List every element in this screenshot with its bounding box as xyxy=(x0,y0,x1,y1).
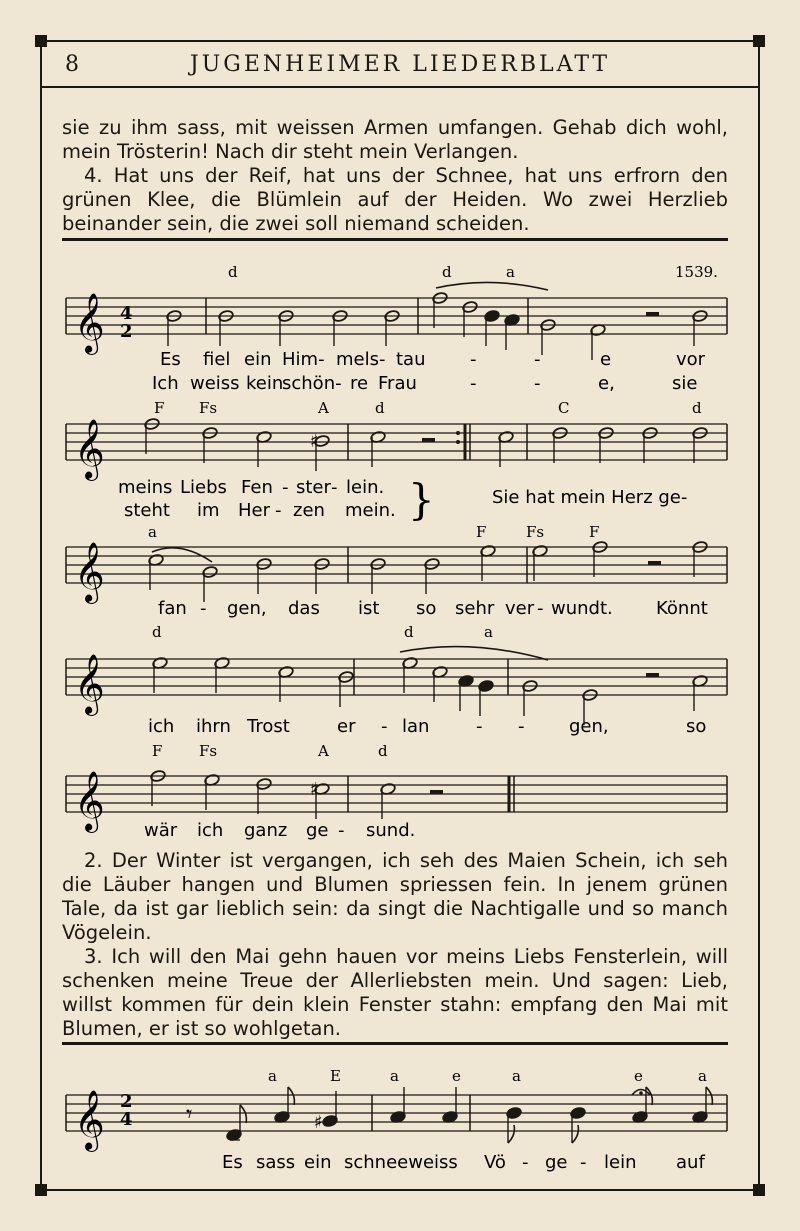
chord-symbol: d xyxy=(378,742,388,760)
chord-symbol: Fs xyxy=(199,399,218,417)
lyric-syllable: schön- xyxy=(282,373,342,394)
eighth-rest-icon: 𝄾 xyxy=(186,1100,193,1128)
repeat-dot xyxy=(456,431,460,435)
lyric-syllable: kein xyxy=(246,373,284,394)
half-rest xyxy=(430,790,443,794)
lyric-syllable: Vö xyxy=(484,1152,506,1173)
verse-paragraph: sie zu ihm sass, mit weissen Armen umfangen. Gehab dich wohl, mein Trösterin! Nach dir steht mein Verlangen. xyxy=(62,116,728,163)
lyric-syllable: lein. xyxy=(346,477,385,498)
lyric-syllable: - xyxy=(275,500,282,521)
song-number: 1539. xyxy=(675,263,718,281)
treble-clef-icon: 𝄞 xyxy=(74,419,105,479)
lyric-syllable: Es xyxy=(160,349,181,370)
lyric-syllable: re xyxy=(350,373,369,394)
chord-symbol: E xyxy=(330,1067,341,1085)
lyric-syllable: sehr xyxy=(455,598,495,619)
lyric-syllable: Ich xyxy=(152,373,179,394)
treble-clef-icon: 𝄞 xyxy=(74,293,105,353)
sharp-icon: ♯ xyxy=(310,779,319,800)
chord-symbol: F xyxy=(152,742,163,760)
lyric-syllable: - xyxy=(470,349,477,370)
lyric-syllable: Trost xyxy=(247,716,290,737)
note-flag xyxy=(646,1087,652,1105)
chord-symbol: A xyxy=(318,742,329,760)
lyric-syllable: Frau xyxy=(378,373,417,394)
page-title: JUGENHEIMER LIEDERBLATT xyxy=(189,52,611,77)
chord-symbol: Fs xyxy=(526,523,545,541)
half-rest xyxy=(646,673,659,677)
lyric-syllable: im xyxy=(197,500,220,521)
half-rest xyxy=(648,561,661,565)
chord-symbol: d xyxy=(375,399,385,417)
lyric-syllable: ich xyxy=(197,820,224,841)
lyric-syllable: Sie hat mein Herz ge- xyxy=(492,487,688,508)
lyric-syllable: sund. xyxy=(366,820,416,841)
treble-clef-icon: 𝄞 xyxy=(74,654,105,714)
sharp-icon: ♯ xyxy=(314,1112,323,1133)
lyric-syllable: - xyxy=(476,716,483,737)
note-flag xyxy=(508,1125,514,1143)
lyric-syllable: fan xyxy=(158,598,187,619)
lyric-syllable: Him- xyxy=(282,349,325,370)
chord-symbol: a xyxy=(484,623,493,641)
half-rest xyxy=(422,438,435,442)
lyric-syllable: e, xyxy=(598,373,615,394)
time-signature-bottom: 2 xyxy=(120,321,133,342)
lyric-syllable: ein xyxy=(304,1152,332,1173)
lyric-syllable: wundt. xyxy=(551,598,613,619)
lyric-syllable: ich xyxy=(148,716,175,737)
time-signature-top: 4 xyxy=(120,303,133,324)
lyric-syllable: er xyxy=(337,716,356,737)
chord-symbol: F xyxy=(154,399,165,417)
lyric-syllable: Es xyxy=(222,1152,243,1173)
lyric-syllable: ster xyxy=(296,477,331,498)
chord-symbol: e xyxy=(452,1067,461,1085)
chord-symbol: F xyxy=(476,523,487,541)
tie xyxy=(152,548,212,562)
chord-symbol: a xyxy=(148,523,157,541)
slur xyxy=(400,647,548,660)
lyric-syllable: schneeweiss xyxy=(344,1152,458,1173)
chord-symbol: a xyxy=(506,263,515,281)
lyric-syllable: so xyxy=(416,598,437,619)
verse-paragraph: 3. Ich will den Mai gehn hauen vor meins Liebs Fensterlein, will schenken meine Treue der Allerliebsten mein. Und sagen: Lieb, willst kommen für dein klein Fenster stahn: empfang den Mai mit Blumen, er ist so wohlgetan. xyxy=(62,945,728,1040)
lyric-syllable: weiss xyxy=(190,373,240,394)
chord-symbol: d xyxy=(228,263,238,281)
chord-symbol: d xyxy=(442,263,452,281)
chord-symbol: a xyxy=(512,1067,521,1085)
chord-symbol: A xyxy=(318,399,329,417)
lyric-syllable: - xyxy=(534,349,541,370)
note-flag xyxy=(572,1125,578,1143)
lyric-syllable: gen, xyxy=(569,716,609,737)
lyric-syllable: - xyxy=(534,373,541,394)
lyric-syllable: ge xyxy=(545,1152,568,1173)
lyric-syllable: - xyxy=(580,1152,587,1173)
lyric-syllable: - xyxy=(381,716,388,737)
lyric-syllable: - xyxy=(522,1152,529,1173)
chord-symbol: d xyxy=(404,623,414,641)
time-signature-bottom: 4 xyxy=(120,1109,133,1130)
lyric-syllable: - xyxy=(338,820,345,841)
lyric-syllable: gen, xyxy=(227,598,267,619)
lyric-syllable: zen xyxy=(293,500,325,521)
lyric-syllable: - xyxy=(282,477,289,498)
lyric-syllable: das xyxy=(288,598,320,619)
verse-brace: } xyxy=(408,475,435,524)
lyric-syllable: sie xyxy=(672,373,698,394)
chord-symbol: a xyxy=(390,1067,399,1085)
lyric-syllable: wär xyxy=(144,820,178,841)
lyric-syllable: ganz xyxy=(244,820,288,841)
lyric-syllable: - xyxy=(470,373,477,394)
lyric-syllable: Fen xyxy=(241,477,273,498)
page-number: 8 xyxy=(65,52,82,77)
lyric-syllable: vor xyxy=(676,349,706,370)
fermata-dot xyxy=(639,1091,643,1095)
treble-clef-icon: 𝄞 xyxy=(74,1090,105,1150)
chord-symbol: d xyxy=(692,399,702,417)
verse-paragraph: 2. Der Winter ist vergangen, ich seh des Maien Schein, ich seh die Läuber hangen und Blumen spriessen fein. In jenem grünen Tale, da ist gar lieblich sein: da singt die Nachtigalle und so manch Vögelein. xyxy=(62,849,728,944)
lyric-syllable: e xyxy=(600,349,612,370)
lyric-syllable: - xyxy=(518,716,525,737)
lyric-syllable: fiel xyxy=(203,349,231,370)
chord-symbol: a xyxy=(268,1067,277,1085)
lyric-syllable: Her xyxy=(238,500,271,521)
verse-paragraph: 4. Hat uns der Reif, hat uns der Schnee, hat uns erfrorn den grünen Klee, die Blümlein auf der Heiden. Wo zwei Herzlieb beinander sein, die zwei soll niemand scheiden. xyxy=(62,164,728,235)
lyric-syllable: Liebs xyxy=(180,477,227,498)
time-signature-top: 2 xyxy=(120,1091,133,1112)
lyric-syllable: ge xyxy=(306,820,329,841)
lyric-syllable: Könnt xyxy=(656,598,708,619)
note-flag xyxy=(706,1087,712,1105)
lyric-syllable: ist xyxy=(358,598,380,619)
section-divider xyxy=(62,1042,728,1045)
chord-symbol: a xyxy=(698,1067,707,1085)
note-flag xyxy=(240,1105,246,1123)
slur xyxy=(436,282,548,290)
treble-clef-icon: 𝄞 xyxy=(74,542,105,602)
note-flag xyxy=(288,1087,294,1105)
half-rest xyxy=(646,312,659,316)
chord-symbol: C xyxy=(558,399,570,417)
lyric-syllable: mein. xyxy=(345,500,396,521)
lyric-syllable: steht xyxy=(124,500,170,521)
lyric-syllable: ein xyxy=(244,349,272,370)
lyric-syllable: tau xyxy=(396,349,426,370)
lyric-syllable: sass xyxy=(256,1152,296,1173)
lyric-syllable: mels- xyxy=(336,349,386,370)
sharp-icon: ♯ xyxy=(310,431,319,452)
chord-symbol: F xyxy=(589,523,600,541)
lyric-syllable: so xyxy=(686,716,707,737)
lyric-syllable: lein xyxy=(604,1152,637,1173)
lyric-syllable: ver xyxy=(505,598,535,619)
lyric-syllable: meins xyxy=(118,477,173,498)
lyric-syllable: ihrn xyxy=(196,716,231,737)
lyric-syllable: auf xyxy=(676,1152,705,1173)
lyric-syllable: - xyxy=(200,598,207,619)
lyric-syllable: - xyxy=(537,598,544,619)
treble-clef-icon: 𝄞 xyxy=(74,771,105,831)
lyric-syllable: - xyxy=(331,477,338,498)
chord-symbol: d xyxy=(152,623,162,641)
middle-verse-text xyxy=(62,849,728,1041)
chord-symbol: e xyxy=(634,1067,643,1085)
chord-symbol: Fs xyxy=(199,742,218,760)
repeat-dot xyxy=(456,440,460,444)
lyric-syllable: lan xyxy=(402,716,430,737)
